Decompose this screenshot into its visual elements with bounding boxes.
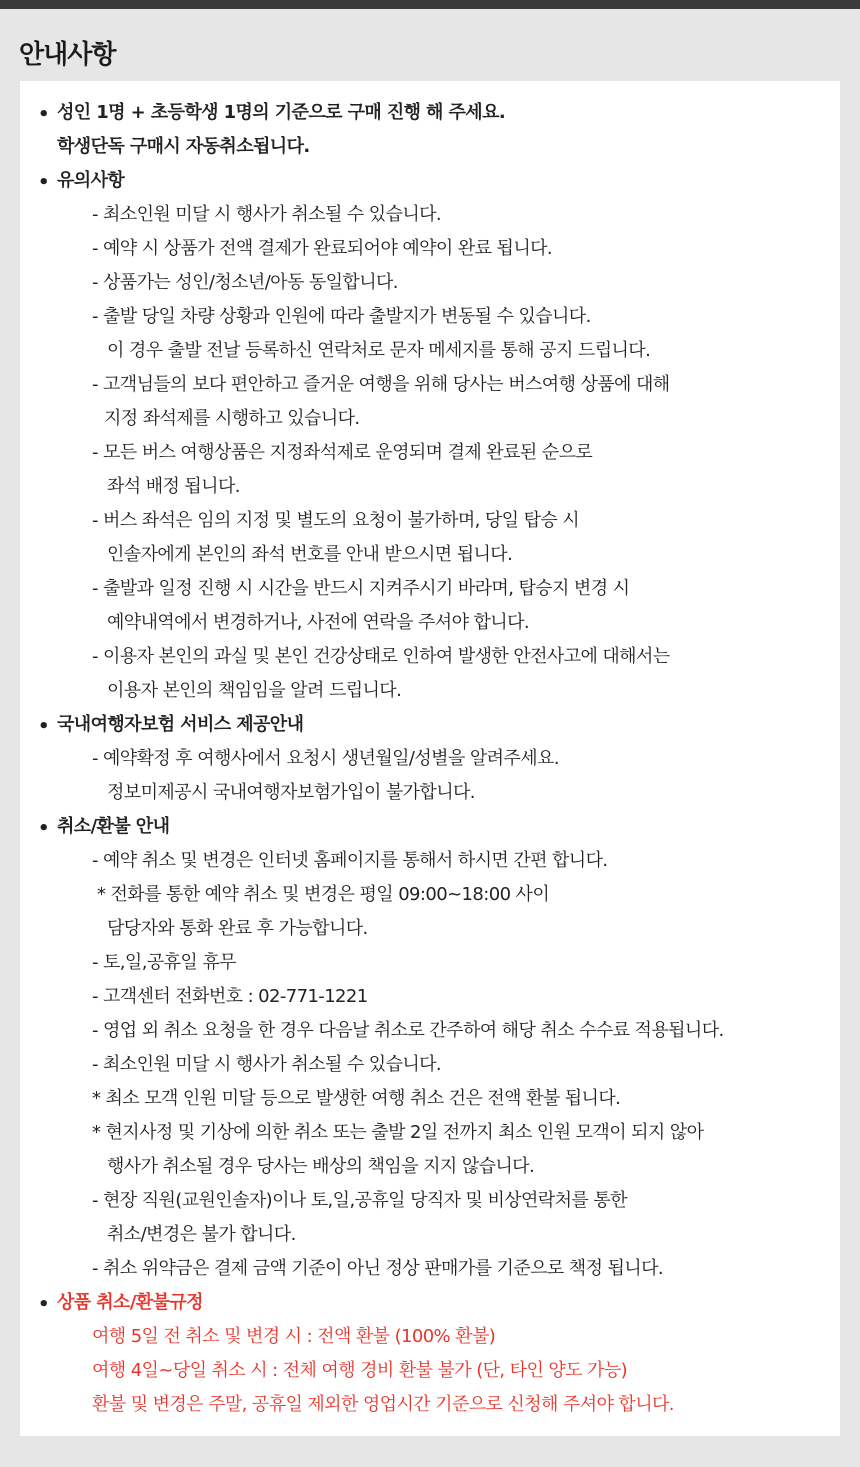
bullet-icon: •: [38, 172, 49, 193]
page-title: 안내사항: [19, 40, 116, 70]
bullet-icon: •: [38, 818, 49, 839]
bullet-icon: •: [38, 716, 49, 737]
refund-item: - 영업 외 취소 요청을 한 경우 다음날 취소로 간주하여 해당 취소 수수료 적용됩니다.: [92, 1020, 724, 1041]
caution-item: - 예약 시 상품가 전액 결제가 완료되어야 예약이 완료 됩니다.: [92, 238, 553, 259]
top-bar: [0, 0, 860, 9]
section-heading-refund: 취소/환불 안내: [57, 816, 170, 837]
insurance-item-cont: 정보미제공시 국내여행자보험가입이 불가합니다.: [107, 782, 475, 803]
bullet-icon: •: [38, 1294, 49, 1315]
caution-item: - 버스 좌석은 임의 지정 및 별도의 요청이 불가하며, 당일 탑승 시: [92, 510, 580, 531]
refund-policy-item: 여행 5일 전 취소 및 변경 시 : 전액 환불 (100% 환불): [92, 1326, 496, 1347]
caution-item: - 최소인원 미달 시 행사가 취소될 수 있습니다.: [92, 204, 442, 225]
refund-item: - 최소인원 미달 시 행사가 취소될 수 있습니다.: [92, 1054, 442, 1075]
caution-item: - 이용자 본인의 과실 및 본인 건강상태로 인하여 발생한 안전사고에 대해서는: [92, 646, 670, 667]
caution-item-cont: 이용자 본인의 책임임을 알려 드립니다.: [107, 680, 402, 701]
refund-policy-item: 여행 4일~당일 취소 시 : 전체 여행 경비 환불 불가 (단, 타인 양도 가능): [92, 1360, 628, 1381]
caution-item-cont: 좌석 배정 됩니다.: [107, 476, 240, 497]
refund-note: * 현지사정 및 기상에 의한 취소 또는 출발 2일 전까지 최소 인원 모객이 되지 않아: [92, 1122, 704, 1143]
refund-item: - 취소 위약금은 결제 금액 기준이 아닌 정상 판매가를 기준으로 책정 됩니다.: [92, 1258, 663, 1279]
refund-item-phone: - 고객센터 전화번호 : 02-771-1221: [92, 986, 368, 1007]
caution-item: - 출발 당일 차량 상황과 인원에 따라 출발지가 변동될 수 있습니다.: [92, 306, 591, 327]
insurance-item: - 예약확정 후 여행사에서 요청시 생년월일/성별을 알려주세요.: [92, 748, 559, 769]
refund-note: * 전화를 통한 예약 취소 및 변경은 평일 09:00~18:00 사이: [97, 884, 550, 905]
section-heading-refund-policy: 상품 취소/환불규정: [57, 1292, 203, 1313]
notice-panel: [20, 81, 840, 1436]
refund-policy-item: 환불 및 변경은 주말, 공휴일 제외한 영업시간 기준으로 신청해 주셔야 합니다.: [92, 1394, 674, 1415]
refund-item: - 현장 직원(교원인솔자)이나 토,일,공휴일 당직자 및 비상연락처를 통한: [92, 1190, 627, 1211]
caution-item-cont: 이 경우 출발 전날 등록하신 연락처로 문자 메세지를 통해 공지 드립니다.: [107, 340, 651, 361]
caution-item-cont: 예약내역에서 변경하거나, 사전에 연락을 주셔야 합니다.: [107, 612, 529, 633]
refund-item: - 토,일,공휴일 휴무: [92, 952, 236, 973]
refund-item: - 예약 취소 및 변경은 인터넷 홈페이지를 통해서 하시면 간편 합니다.: [92, 850, 608, 871]
refund-note-cont: 담당자와 통화 완료 후 가능합니다.: [107, 918, 368, 939]
notice-purchase-rule: 성인 1명 + 초등학생 1명의 기준으로 구매 진행 해 주세요.: [57, 102, 506, 123]
section-heading-insurance: 국내여행자보험 서비스 제공안내: [57, 714, 304, 735]
bullet-icon: •: [38, 104, 49, 125]
caution-item: - 출발과 일정 진행 시 시간을 반드시 지켜주시기 바라며, 탑승지 변경 시: [92, 578, 630, 599]
refund-item-cont: 취소/변경은 불가 합니다.: [107, 1224, 296, 1245]
caution-item-cont: 지정 좌석제를 시행하고 있습니다.: [104, 408, 360, 429]
section-heading-cautions: 유의사항: [57, 170, 125, 191]
caution-item: - 고객님들의 보다 편안하고 즐거운 여행을 위해 당사는 버스여행 상품에 대해: [92, 374, 670, 395]
refund-note-cont: 행사가 취소될 경우 당사는 배상의 책임을 지지 않습니다.: [107, 1156, 535, 1177]
caution-item-cont: 인솔자에게 본인의 좌석 번호를 안내 받으시면 됩니다.: [107, 544, 513, 565]
refund-note: * 최소 모객 인원 미달 등으로 발생한 여행 취소 건은 전액 환불 됩니다.: [92, 1088, 621, 1109]
caution-item: - 모든 버스 여행상품은 지정좌석제로 운영되며 결제 완료된 순으로: [92, 442, 593, 463]
caution-item: - 상품가는 성인/청소년/아동 동일합니다.: [92, 272, 398, 293]
notice-purchase-rule-cont: 학생단독 구매시 자동취소됩니다.: [57, 136, 310, 157]
